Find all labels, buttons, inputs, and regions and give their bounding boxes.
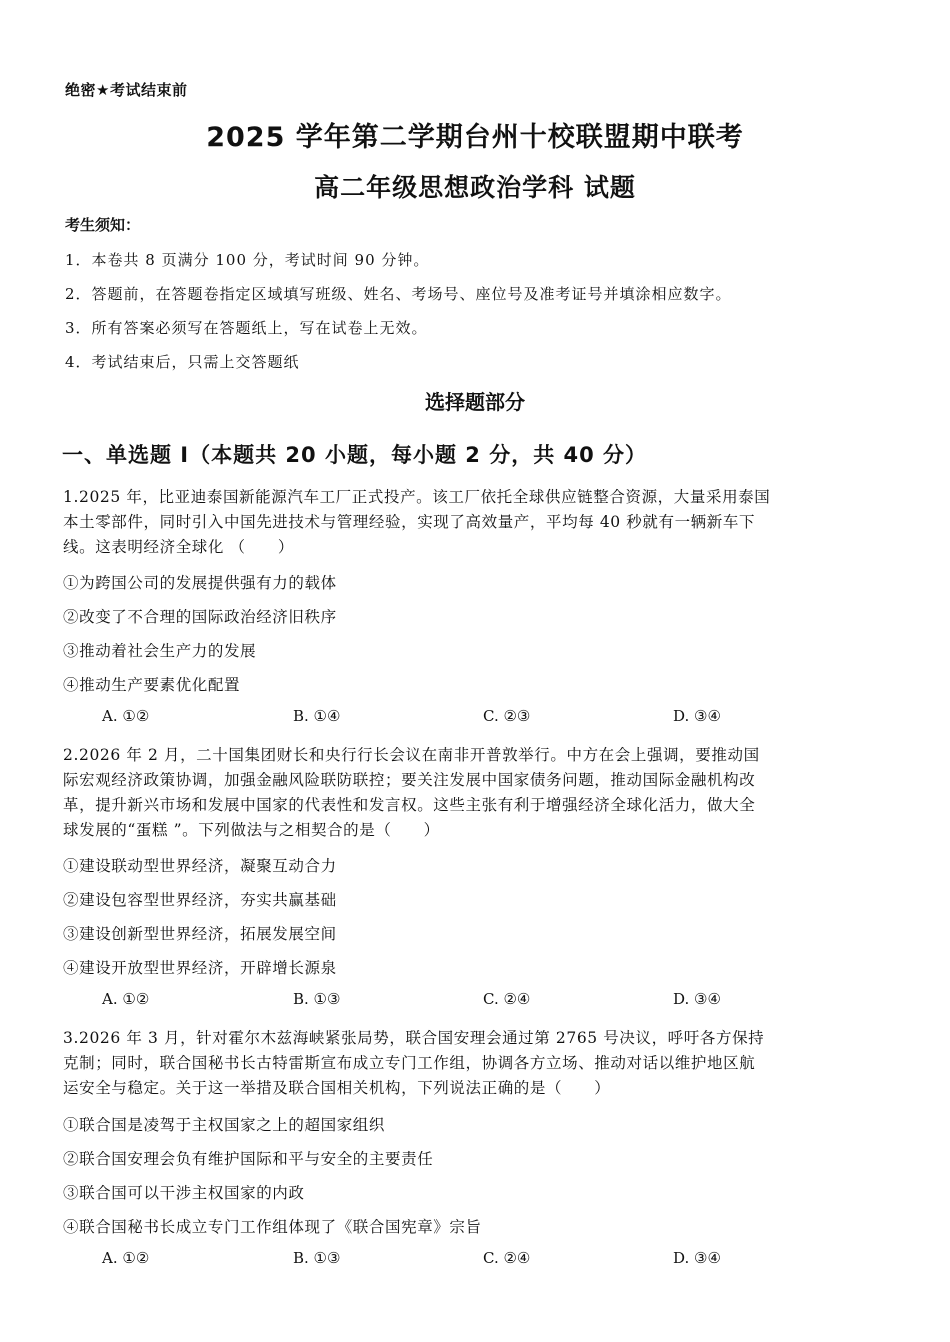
statement-option: ③联合国可以干涉主权国家的内政 [63,1184,305,1202]
question-text-line: 革，提升新兴市场和发展中国家的代表性和发言权。这些主张有利于增强经济全球化活力，做大全 [63,796,756,814]
question-text-line: 运安全与稳定。关于这一举措及联合国相关机构，下列说法正确的是（ ） [63,1079,611,1097]
answer-choice-a[interactable]: A. ①② [102,1249,150,1267]
question-text-line: 本土零部件，同时引入中国先进技术与管理经验，实现了高效量产，平均每 40 秒就有一辆新车下 [63,513,756,531]
answer-choice-d[interactable]: D. ③④ [673,1249,721,1267]
answer-choice-a[interactable]: A. ①② [102,990,150,1008]
question-text-line: 线。这表明经济全球化 （ ） [63,538,294,556]
question-text-line: 3.2026 年 3 月，针对霍尔木兹海峡紧张局势，联合国安理会通过第 2765 号决议，呼吁各方保持 [63,1029,765,1047]
statement-option: ②建设包容型世界经济，夯实共赢基础 [63,891,337,909]
answer-choice-b[interactable]: B. ①④ [293,707,341,725]
question-text-line: 1.2025 年，比亚迪泰国新能源汽车工厂正式投产。该工厂依托全球供应链整合资源，大量采用泰国 [63,488,771,506]
notice-item: 1．本卷共 8 页满分 100 分，考试时间 90 分钟。 [65,251,430,269]
question-text-line: 2.2026 年 2 月，二十国集团财长和央行行长会议在南非开普敦举行。中方在会上强调，要推动国 [63,746,760,764]
statement-option: ④建设开放型世界经济，开辟增长源泉 [63,959,337,977]
statement-option: ④推动生产要素优化配置 [63,676,241,694]
answer-choice-b[interactable]: B. ①③ [293,990,341,1008]
question-text-line: 克制；同时，联合国秘书长古特雷斯宣布成立专门工作组，协调各方立场、推动对话以维护地区航 [63,1054,756,1072]
statement-option: ③推动着社会生产力的发展 [63,642,257,660]
exam-title: 2025 学年第二学期台州十校联盟期中联考 [206,122,744,153]
question-text-line: 际宏观经济政策协调，加强金融风险联防联控；要关注发展中国家债务问题，推动国际金融机构改 [63,771,756,789]
section-title: 选择题部分 [425,390,525,414]
statement-option: ③建设创新型世界经济，拓展发展空间 [63,925,337,943]
statement-option: ①建设联动型世界经济，凝聚互动合力 [63,857,337,875]
answer-choice-d[interactable]: D. ③④ [673,707,721,725]
part-title: 一、单选题 I（本题共 20 小题，每小题 2 分，共 40 分） [62,443,648,467]
statement-option: ①为跨国公司的发展提供强有力的载体 [63,574,337,592]
answer-choice-c[interactable]: C. ②④ [483,990,531,1008]
notice-heading: 考生须知： [65,216,141,234]
statement-option: ②联合国安理会负有维护国际和平与安全的主要责任 [63,1150,434,1168]
notice-item: 2．答题前，在答题卷指定区域填写班级、姓名、考场号、座位号及准考证号并填涂相应数字。 [65,285,732,303]
confidential-label: 绝密★考试结束前 [65,81,188,99]
notice-item: 3．所有答案必须写在答题纸上，写在试卷上无效。 [65,319,428,337]
statement-option: ④联合国秘书长成立专门工作组体现了《联合国宪章》宗旨 [63,1218,482,1236]
answer-choice-d[interactable]: D. ③④ [673,990,721,1008]
question-text-line: 球发展的“蛋糕 ”。下列做法与之相契合的是（ ） [63,821,440,839]
answer-choice-c[interactable]: C. ②④ [483,1249,531,1267]
answer-choice-a[interactable]: A. ①② [102,707,150,725]
notice-item: 4．考试结束后，只需上交答题纸 [65,353,300,371]
answer-choice-b[interactable]: B. ①③ [293,1249,341,1267]
statement-option: ①联合国是凌驾于主权国家之上的超国家组织 [63,1116,386,1134]
answer-choice-c[interactable]: C. ②③ [483,707,531,725]
statement-option: ②改变了不合理的国际政治经济旧秩序 [63,608,337,626]
exam-subtitle: 高二年级思想政治学科 试题 [314,173,636,202]
